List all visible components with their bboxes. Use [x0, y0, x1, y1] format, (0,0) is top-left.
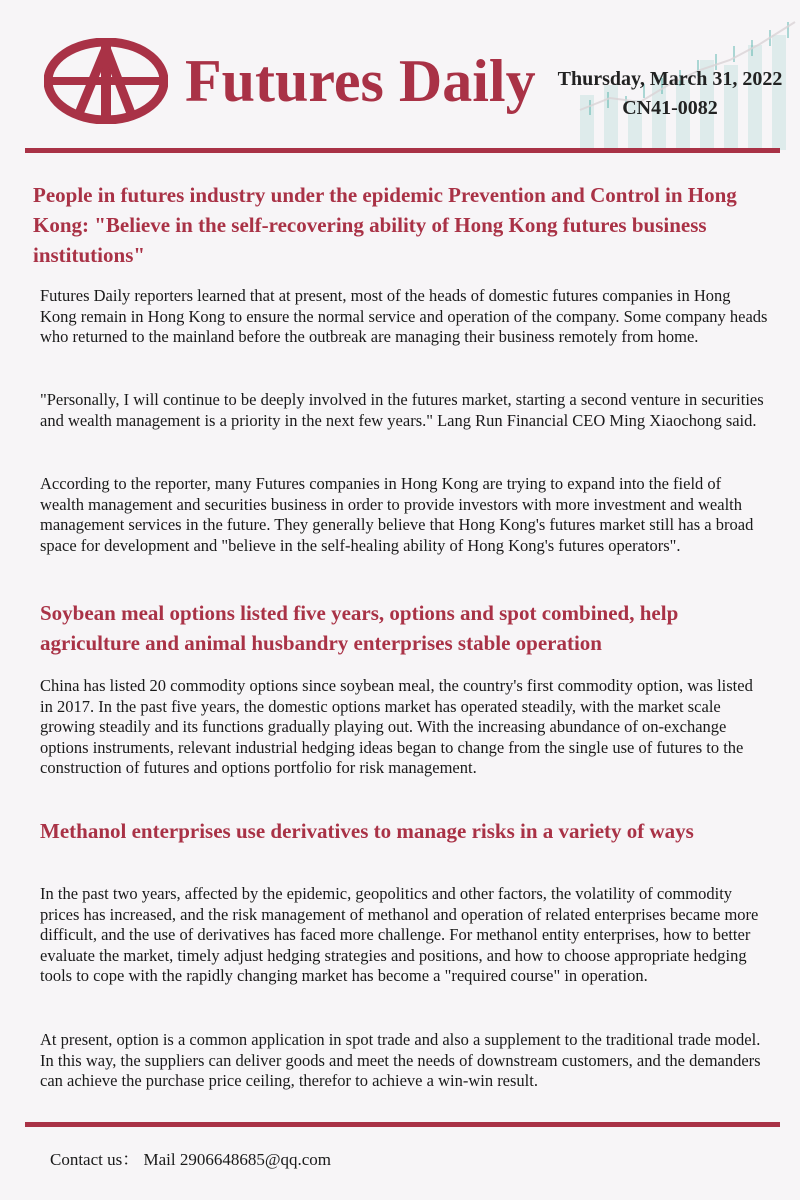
- article-1-paragraph-3: According to the reporter, many Futures companies in Hong Kong are trying to expand into the field of wealth management and securities business in order to provide investors with more investment and wealth management services in the future. They generally believe that Hong Kong's futures market still has a broad space for development and "believe in the self-healing ability of Hong Kong's futures operators".: [40, 474, 754, 555]
- brand-title: Futures Daily: [185, 48, 536, 114]
- article-1-paragraph-2: "Personally, I will continue to be deeply involved in the futures market, starting a second venture in securities and wealth management is a priority in the next few years." Lang Run Financial CEO Ming Xiaochong said.: [40, 390, 764, 430]
- issue-number: CN41-0082: [622, 97, 718, 119]
- article-2-title: Soybean meal options listed five years, options and spot combined, help agriculture and animal husbandry enterprises stable operation: [40, 601, 679, 655]
- article-3-paragraph-1: In the past two years, affected by the epidemic, geopolitics and other factors, the volatility of commodity prices has increased, and the risk management of methanol and operation of related enterprises became more difficult, and the use of derivatives has faced more challenge. For methanol entity enterprises, how to better evaluate the market, timely adjust hedging strategies and positions, and how to choose appropriate hedging tools to cope with the rapidly changing market has become a "required course" in operation.: [40, 884, 759, 985]
- fd-logo-icon: [44, 38, 168, 124]
- article-3-paragraph-2: At present, option is a common application in spot trade and also a supplement to the traditional trade model. In this way, the suppliers can deliver goods and meet the needs of downstream customers, and the demanders can achieve the purchase price ceiling, therefor to achieve a win-win result.: [40, 1030, 761, 1090]
- masthead: [0, 0, 800, 150]
- footer-divider: [25, 1122, 780, 1127]
- article-1-title: People in futures industry under the epidemic Prevention and Control in Hong Kong: "Believe in the self-recovering ability of Hong Kong futures business institutions": [33, 183, 737, 267]
- issue-date: Thursday, March 31, 2022: [557, 68, 783, 90]
- article-1-paragraph-1: Futures Daily reporters learned that at present, most of the heads of domestic futures companies in Hong Kong remain in Hong Kong to ensure the normal service and operation of the company. Some company heads who returned to the mainland before the outbreak are managing their business remotely from home.: [40, 286, 768, 346]
- article-2-paragraph-1: China has listed 20 commodity options since soybean meal, the country's first commodity option, was listed in 2017. In the past five years, the domestic options market has operated steadily, with the market scale growing steadily and its functions gradually playing out. With the increasing abundance of on-exchange options instruments, relevant industrial hedging ideas began to change from the single use of futures to the construction of futures and options portfolio for risk management.: [40, 676, 753, 777]
- contact-info: Contact us： Mail 2906648685@qq.com: [50, 1150, 332, 1169]
- article-3-title: Methanol enterprises use derivatives to manage risks in a variety of ways: [40, 819, 694, 843]
- header-divider: [25, 148, 780, 153]
